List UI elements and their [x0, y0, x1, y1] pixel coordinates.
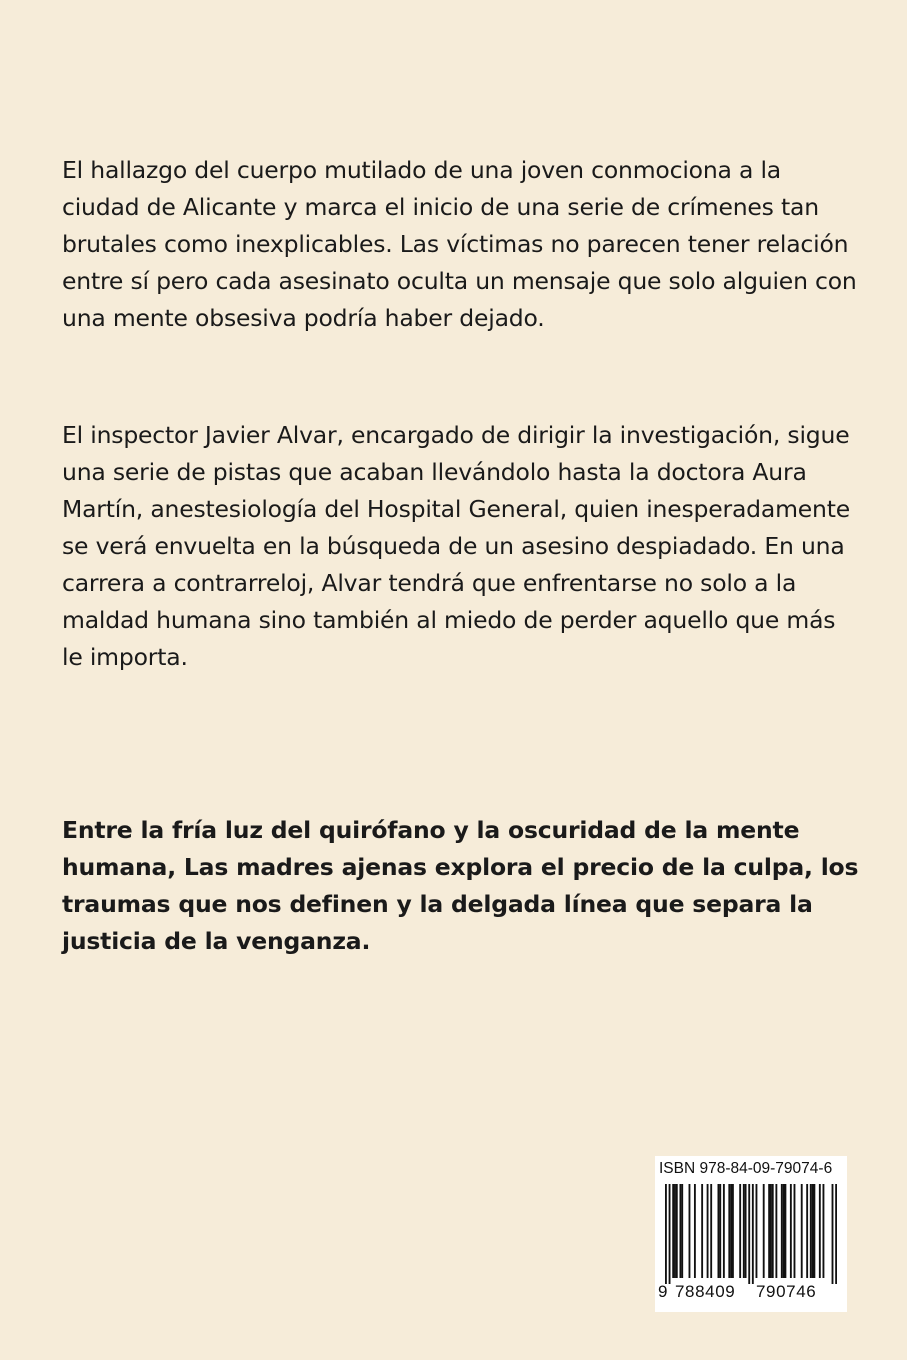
- barcode-digits-right: 790746: [756, 1282, 817, 1301]
- barcode-bar: [835, 1184, 837, 1284]
- barcode-bar: [665, 1184, 667, 1284]
- barcode-bar: [823, 1184, 825, 1278]
- barcode-bar: [689, 1184, 691, 1278]
- synopsis-paragraph-1: El hallazgo del cuerpo mutilado de una joven conmociona a la ciudad de Alicante y marca el inicio de una serie de crímenes tan brutales como inexplicables. Las víctimas no parecen tener relación entre sí pero cada asesinato oculta un mensaje que solo alguien con una mente obsesiva podría haber dejado.: [62, 156, 857, 332]
- barcode-bar: [770, 1184, 772, 1278]
- barcode-bar: [810, 1184, 812, 1278]
- barcode-bar: [732, 1184, 734, 1278]
- barcode-bar: [739, 1184, 741, 1278]
- barcode-bar: [784, 1184, 786, 1278]
- barcode-bar: [679, 1184, 681, 1278]
- barcode-bar: [781, 1184, 783, 1278]
- barcode-bar: [681, 1184, 683, 1278]
- barcode-bar: [669, 1184, 671, 1284]
- barcode-bar: [718, 1184, 720, 1278]
- barcode-bar: [701, 1184, 703, 1278]
- synopsis-paragraph-2: El inspector Javier Alvar, encargado de dirigir la investigación, sigue una serie de pistas que acaban llevándolo hasta la doctora Aura Martín, anestesiología del Hospital General, quien inesperadamente se verá envuelta en la búsqueda de un asesino despiadado. En una carrera a contrarreloj, Alvar tendrá que enfrentarse no solo a la maldad humana sino también al miedo de perder aquello que más le importa.: [62, 421, 850, 671]
- barcode-bar: [707, 1184, 709, 1278]
- barcode-bar: [728, 1184, 730, 1278]
- barcode-bar: [730, 1184, 732, 1278]
- barcode-bar: [813, 1184, 815, 1278]
- barcode-digit-first: 9: [658, 1282, 668, 1301]
- barcode-bar: [743, 1184, 745, 1278]
- isbn-label: ISBN 978-84-09-79074-6: [659, 1160, 833, 1177]
- tagline: Entre la fría luz del quirófano y la oscuridad de la mente humana, Las madres ajenas explora el precio de la culpa, los traumas que nos definen y la delgada línea que separa la justicia de la venganza.: [62, 816, 859, 955]
- barcode-bar: [745, 1184, 747, 1278]
- barcode-bar: [752, 1184, 754, 1284]
- barcode-bar: [794, 1184, 796, 1278]
- barcode-bar: [806, 1184, 808, 1278]
- barcode-bar: [819, 1184, 821, 1278]
- barcode-digits-left: 788409: [675, 1282, 736, 1301]
- barcode-bars: [665, 1184, 837, 1284]
- barcode-bar: [674, 1184, 676, 1278]
- barcode-bar: [748, 1184, 750, 1284]
- barcode-bar: [783, 1184, 785, 1278]
- barcode-bar: [694, 1184, 696, 1278]
- barcode-bar: [763, 1184, 765, 1278]
- barcode-bar: [812, 1184, 814, 1278]
- barcode-bar: [768, 1184, 770, 1278]
- barcode-bar: [723, 1184, 725, 1278]
- barcode-bar: [756, 1184, 758, 1278]
- barcode-bar: [719, 1184, 721, 1278]
- barcode-bar: [790, 1184, 792, 1278]
- barcode-bar: [772, 1184, 774, 1278]
- barcode-bar: [710, 1184, 712, 1278]
- barcode-bar: [672, 1184, 674, 1278]
- barcode-bar: [801, 1184, 803, 1278]
- barcode-bar: [775, 1184, 777, 1278]
- isbn-barcode: [655, 1156, 847, 1312]
- barcode-bar: [676, 1184, 678, 1278]
- barcode-bar: [832, 1184, 834, 1284]
